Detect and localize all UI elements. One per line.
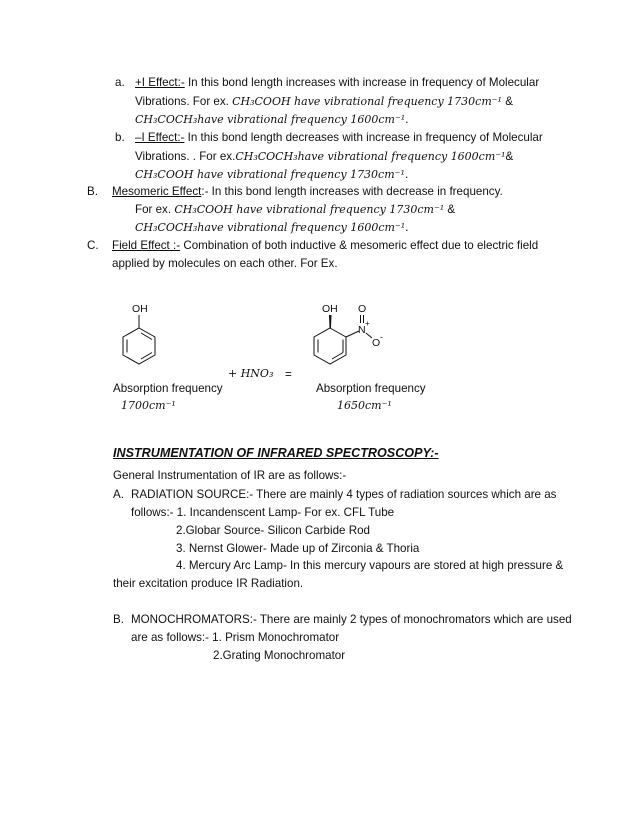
radiation-source-line1: RADIATION SOURCE:- There are mainly 4 types of radiation sources which are as xyxy=(131,488,557,501)
list-item-a xyxy=(115,76,125,90)
intro-text: General Instrumentation of IR are as follows:- xyxy=(113,469,347,482)
math-expression: CH₃COOH have vibrational frequency 1730cm⁻¹. xyxy=(135,168,409,181)
section-marker-b xyxy=(87,185,98,199)
monochromators-line2: are as follows:- 1. Prism Monochromator xyxy=(131,631,340,644)
math-expression: CH₃COOH have vibrational frequency 1730cm⁻¹ xyxy=(174,203,445,216)
term-label: Field Effect :- xyxy=(112,239,181,252)
radiation-item-4: 4. Mercury Arc Lamp- In this mercury vapours are stored at high pressure & xyxy=(176,559,564,572)
hydroxyl-label: OH xyxy=(132,303,148,315)
radiation-item-4-continued: their excitation produce IR Radiation. xyxy=(113,577,304,590)
plus-i-effect-line3 xyxy=(135,113,409,127)
left-absorption-label xyxy=(113,382,223,396)
oxygen-label: O xyxy=(372,337,381,349)
list-marker-b: B. xyxy=(113,613,124,626)
body-text: & xyxy=(501,95,513,108)
body-text: applied by molecules on each other. For Ex. xyxy=(112,257,338,270)
radiation-item-2: 2.Globar Source- Silicon Carbide Rod xyxy=(176,524,370,537)
mesomeric-effect-line3 xyxy=(135,221,409,235)
plus-i-effect-line2 xyxy=(135,95,513,109)
body-text: Combination of both inductive & mesomeric effect due to electric field xyxy=(180,239,539,252)
section-marker-c xyxy=(87,239,99,253)
list-marker: C. xyxy=(87,239,99,252)
body-text: Vibrations. . For ex. xyxy=(135,150,236,163)
caption-text: Absorption frequency xyxy=(316,382,426,395)
field-effect-line2 xyxy=(112,257,338,271)
right-absorption-value xyxy=(337,399,392,413)
equals-text: = xyxy=(285,368,292,381)
minus-i-effect-line3 xyxy=(135,168,408,182)
hydroxyl-label: OH xyxy=(322,303,338,315)
plus-i-effect-line1 xyxy=(135,76,539,90)
field-effect-line1 xyxy=(112,239,538,253)
mesomeric-effect-line1 xyxy=(112,185,503,199)
section-heading: INSTRUMENTATION OF INFRARED SPECTROSCOPY:- xyxy=(113,446,439,460)
body-text: & xyxy=(505,150,514,163)
body-text: For ex. xyxy=(135,203,175,216)
math-expression: CH₃COCH₃have vibrational frequency 1600cm⁻¹ xyxy=(235,150,506,163)
math-expression: CH₃COOH have vibrational frequency 1730cm⁻¹ xyxy=(232,95,502,108)
equals-sign xyxy=(285,368,292,382)
mesomeric-effect-line2 xyxy=(135,203,455,217)
phenol-structure xyxy=(100,298,170,378)
monochromators-line1: MONOCHROMATORS:- There are mainly 2 types of monochromators which are used xyxy=(131,613,572,626)
body-text: In this bond length decreases with increase in frequency of Molecular xyxy=(184,131,543,144)
math-expression: 1700cm⁻¹ xyxy=(121,399,176,412)
list-marker: b. xyxy=(115,131,125,144)
list-marker: a. xyxy=(115,76,125,89)
radiation-item-3: 3. Nernst Glower- Made up of Zirconia & Thoria xyxy=(176,542,420,555)
term-label: +I Effect:- xyxy=(135,76,185,89)
caption-text: Absorption frequency xyxy=(113,382,223,395)
term-label: –I Effect:- xyxy=(135,131,185,144)
reagent xyxy=(228,367,273,381)
nitrophenol-structure xyxy=(300,298,400,378)
list-marker: B. xyxy=(87,185,98,198)
right-absorption-label xyxy=(316,382,426,396)
minus-i-effect-line1 xyxy=(135,131,543,145)
left-absorption-value xyxy=(121,399,176,413)
positive-charge: + xyxy=(365,319,370,328)
list-item-b xyxy=(115,131,125,145)
radiation-source-line2: follows:- 1. Incandenscent Lamp- For ex. CFL Tube xyxy=(131,506,395,519)
nitrogen-label: N xyxy=(358,324,366,336)
monochromator-item-2: 2.Grating Monochromator xyxy=(213,649,346,662)
minus-i-effect-line2 xyxy=(135,150,513,164)
body-text: In this bond length increases with increase in frequency of Molecular xyxy=(184,76,540,89)
math-expression: + HNO₃ xyxy=(228,367,274,380)
term-label: Mesomeric Effect xyxy=(112,185,202,198)
body-text: & xyxy=(444,203,456,216)
body-text: :- In this bond length increases with decrease in frequency. xyxy=(201,185,503,198)
list-marker-a: A. xyxy=(113,488,124,501)
body-text: Vibrations. For ex. xyxy=(135,95,233,108)
math-expression: CH₃COCH₃have vibrational frequency 1600cm⁻¹. xyxy=(135,221,409,234)
oxygen-label: O xyxy=(358,303,367,315)
math-expression: CH₃COCH₃have vibrational frequency 1600cm⁻¹. xyxy=(135,113,409,126)
negative-charge: - xyxy=(380,332,383,342)
math-expression: 1650cm⁻¹ xyxy=(337,399,392,412)
